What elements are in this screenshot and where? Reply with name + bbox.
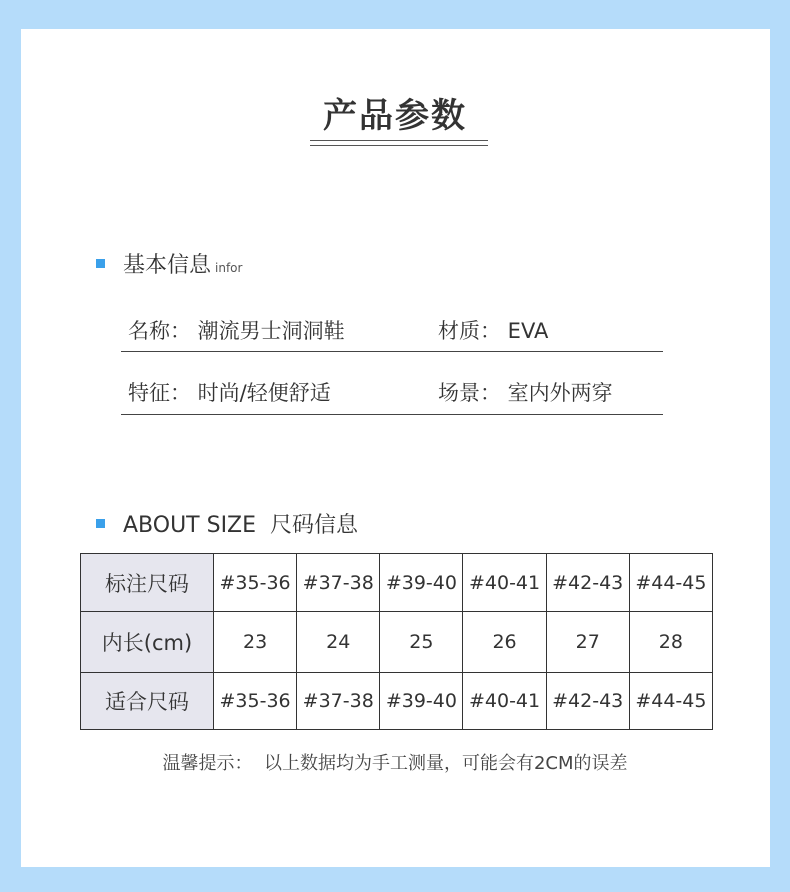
table-cell: #44-45 [629,554,712,612]
page-title: 产品参数 [323,96,467,136]
info-divider [121,414,663,415]
info-feature: 特征： 时尚/轻便舒适 [128,381,331,405]
row-header: 适合尺码 [81,673,214,730]
table-cell: #39-40 [380,673,463,730]
square-bullet-icon [96,259,105,268]
table-cell: 25 [380,612,463,673]
basic-info-title: 基本信息 [123,253,212,278]
info-material: 材质： EVA [438,319,549,343]
table-cell: 28 [629,612,712,673]
table-cell: #39-40 [380,554,463,612]
info-divider [121,351,663,352]
basic-info-subtitle: infor [215,260,243,275]
table-cell: #37-38 [297,554,380,612]
table-cell: #42-43 [546,673,629,730]
info-scene: 场景： 室内外两穿 [438,381,613,405]
measurement-note: 温馨提示： 以上数据均为手工测量，可能会有2CM的误差 [162,753,628,774]
table-cell: #44-45 [629,673,712,730]
info-name: 名称： 潮流男士洞洞鞋 [128,319,345,343]
table-cell: 27 [546,612,629,673]
table-cell: 26 [463,612,546,673]
title-underline-2 [310,145,488,146]
size-table [80,553,713,730]
table-row [81,612,713,673]
size-info-heading [96,508,358,539]
table-cell: #40-41 [463,554,546,612]
table-cell: #35-36 [214,554,297,612]
table-cell: 23 [214,612,297,673]
table-row [81,554,713,612]
table-cell: 24 [297,612,380,673]
table-row [81,673,713,730]
row-header: 内长(cm) [81,612,214,673]
title-underline-1 [310,140,488,141]
square-bullet-icon [96,519,105,528]
basic-info-heading [96,248,242,279]
table-cell: #37-38 [297,673,380,730]
size-info-title: ABOUT SIZE 尺码信息 [123,513,359,538]
table-cell: #35-36 [214,673,297,730]
content-panel [21,29,770,867]
table-cell: #40-41 [463,673,546,730]
row-header: 标注尺码 [81,554,214,612]
table-cell: #42-43 [546,554,629,612]
